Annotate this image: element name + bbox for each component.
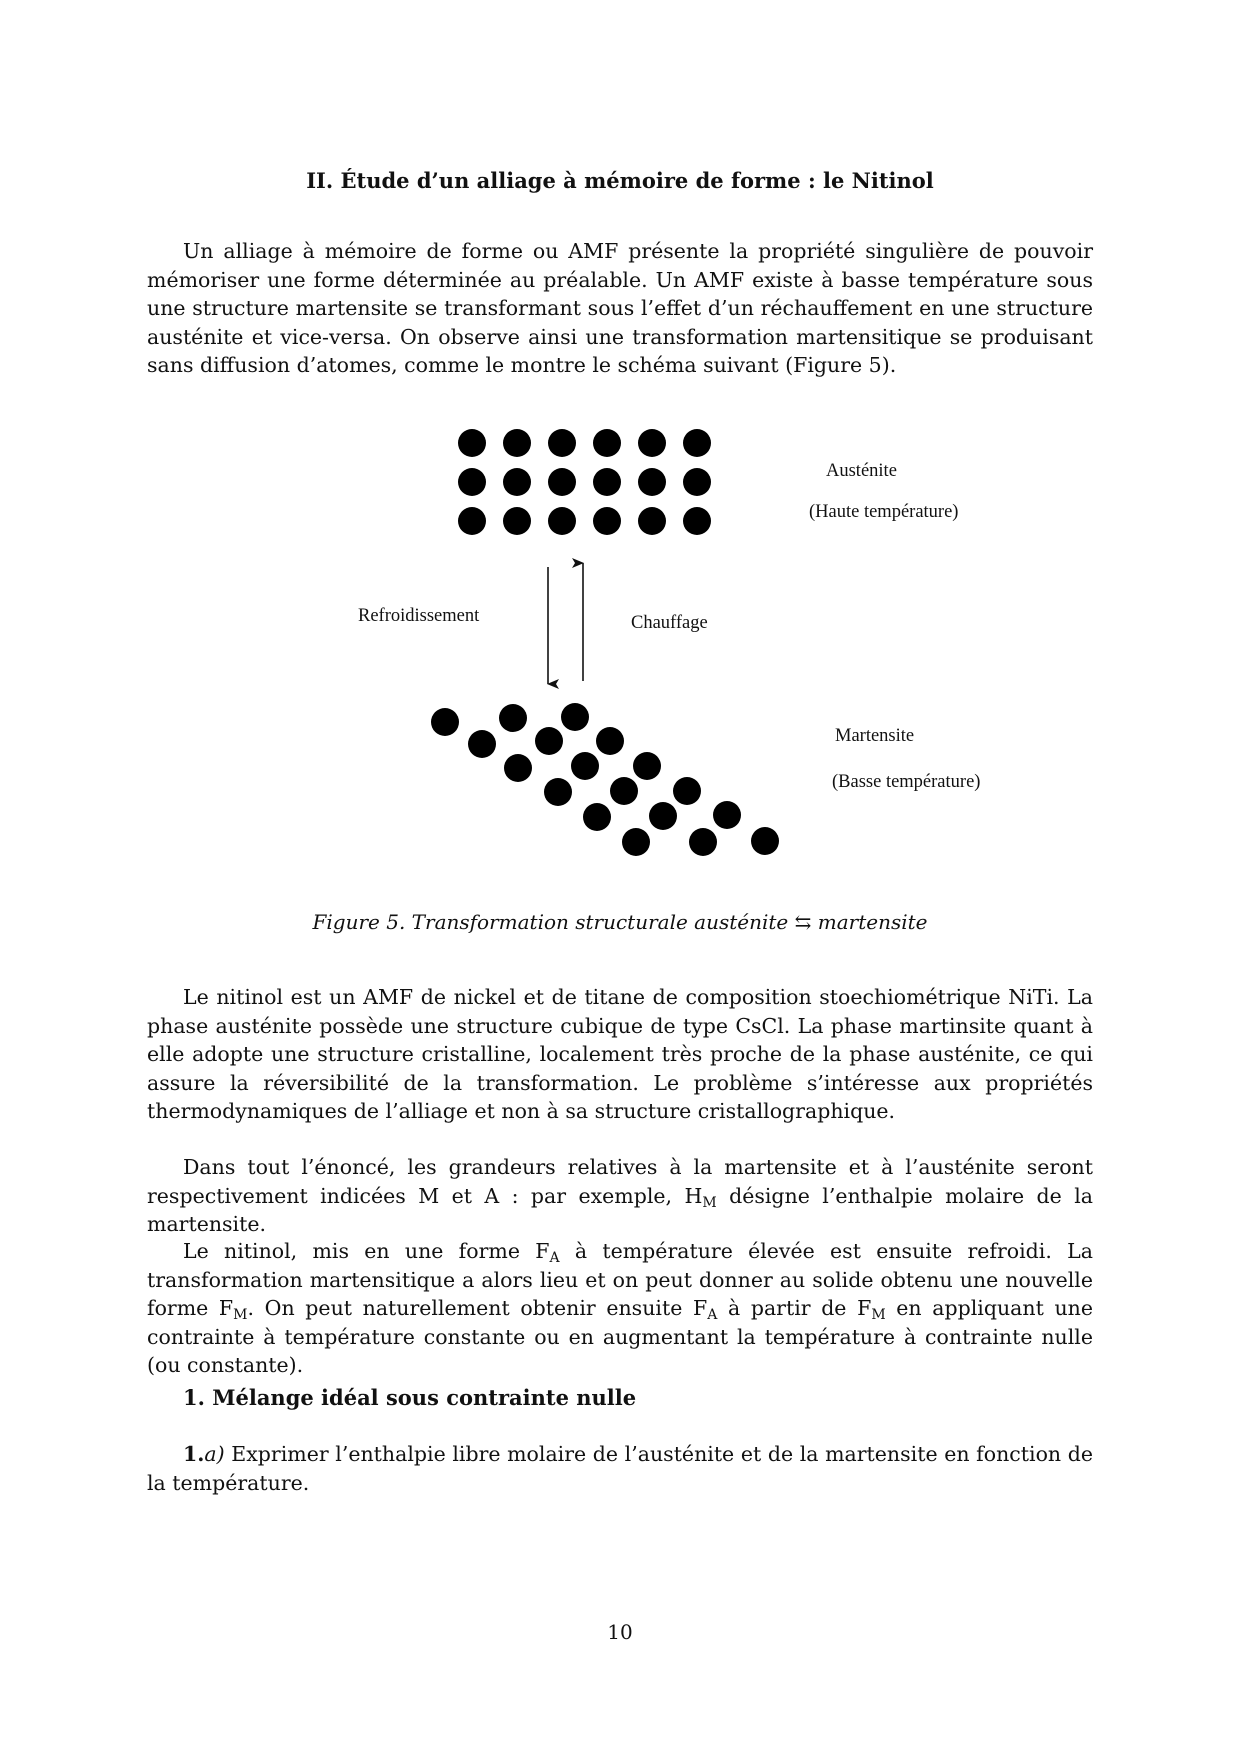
intro-paragraph: Un alliage à mémoire de forme ou AMF présente la propriété singulière de pouvoir mémoriser une forme déterminée au préalable. Un AMF existe à basse température sous une structure martensite se transformant sous l’effet d’un réchauffement en une structure austénite et vice-versa. On observe ainsi une transformation martensitique se produisant sans diffusion d’atomes, comme le montre le schéma suivant (Figure 5).: [147, 239, 1093, 377]
notation-paragraph: Dans tout l’énoncé, les grandeurs relatives à la martensite et à l’austénite seront respectivement indicées M et A : par exemple, $H_M$ désigne l’enthalpie molaire de la martensite.: [147, 1155, 1093, 1236]
subsection-heading: 1. Mélange idéal sous contrainte nulle: [183, 1385, 637, 1410]
martensite-label: Martensite: [835, 726, 915, 746]
nitinol-paragraph: Le nitinol est un AMF de nickel et de titane de composition stoechiométrique NiTi. La phase austénite possède une structure cubique de type CsCl. La phase martinsite quant à elle adopte une structure cristalline, localement très proche de la phase austénite, ce qui assure la réversibilité de la transformation. Le problème s’intéresse aux propriétés thermodynamiques de l’alliage et non à sa structure cristallographique.: [147, 985, 1093, 1123]
figure-5-diagram: [0, 420, 1240, 890]
cooling-label: Refroidissement: [358, 606, 480, 626]
martensite-lattice: [431, 703, 779, 856]
heating-label: Chauffage: [631, 613, 708, 633]
section-heading: II. Étude d’un alliage à mémoire de forme : le Nitinol: [306, 168, 934, 193]
page-number: 10: [607, 1620, 633, 1644]
martensite-temperature-label: (Basse température): [832, 772, 981, 792]
question-1a: 1.a) Exprimer l’enthalpie libre molaire de l’austénite et de la martensite en fonction de la température.: [147, 1442, 1093, 1495]
shape-memory-paragraph: Le nitinol, mis en une forme $F_A$ à température élevée est ensuite refroidi. La transformation martensitique a alors lieu et on peut donner au solide obtenu une nouvelle forme $F_M$. On peut naturellement obtenir ensuite $F_A$ à partir de $F_M$ en appliquant une contrainte à température constante ou en augmentant la température à contrainte nulle (ou constante).: [147, 1239, 1093, 1377]
austenite-label: Austénite: [826, 461, 897, 481]
austenite-temperature-label: (Haute température): [809, 502, 959, 522]
figure-caption: Figure 5. Transformation structurale austénite ⇆ martensite: [312, 910, 928, 934]
austenite-lattice: [458, 429, 711, 535]
